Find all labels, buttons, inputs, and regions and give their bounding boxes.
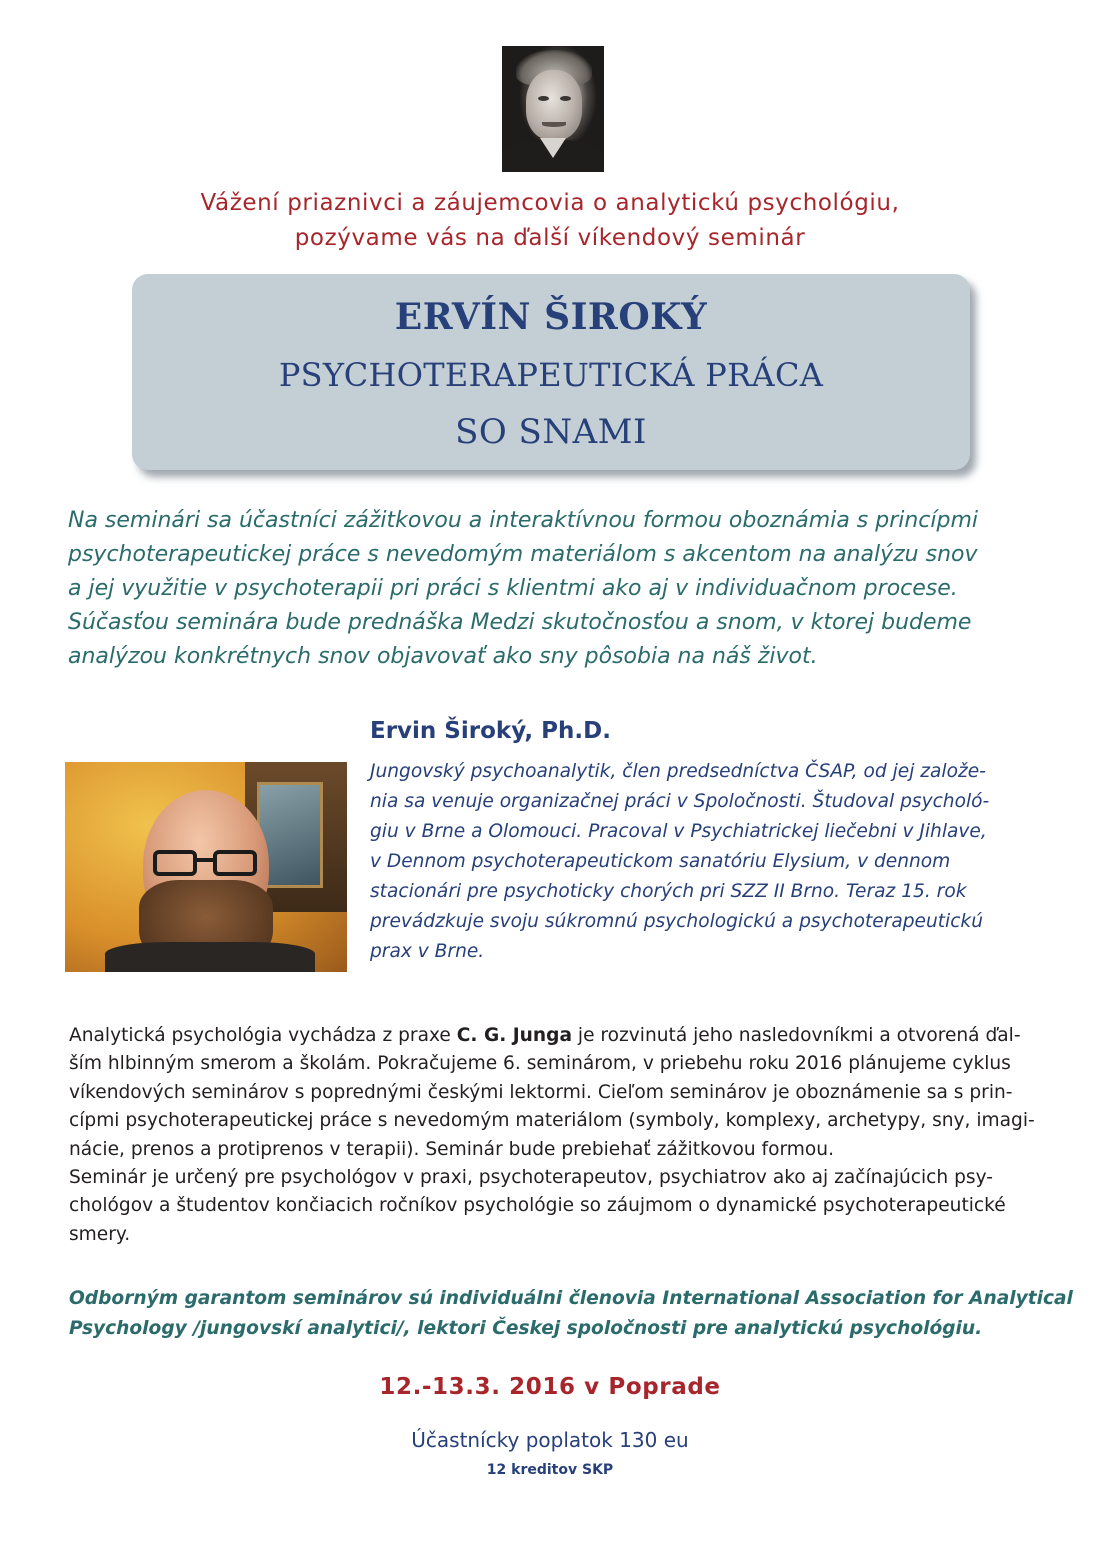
guarantee-paragraph (69, 1284, 1073, 1344)
participation-fee: Účastnícky poplatok 130 eu (411, 1428, 689, 1452)
credits-note: 12 kreditov SKP (486, 1462, 614, 1478)
invitation-line-2: pozývame vás na ďalší víkendový seminár (294, 225, 806, 251)
bio-line: stacionári pre psychoticky chorých pri SZZ II Brno. Teraz 15. rok (370, 881, 967, 902)
description-line: Seminár je určený pre psychológov v praxi, psychoterapeutov, psychiatrov ako aj začínajúcich psy- (69, 1167, 993, 1189)
speaker-photo (65, 762, 347, 972)
description-line: nácie, prenos a protiprenos v terapii). Seminár bude prebiehať zážitkovou formou. (69, 1138, 834, 1160)
description-line: chológov a študentov končiacich ročníkov psychológie so záujmom o dynamické psychoterapeutické (69, 1195, 1006, 1217)
guarantee-line: Psychology /jungovskí analytici/, lektori Českej spoločnosti pre analytickú psychológiu. (69, 1318, 983, 1339)
bio-line: nia sa venuje organizačnej práci v Spoločnosti. Študoval psycholó- (370, 791, 990, 812)
intro-line: a jej využitie v psychoterapii pri práci s klientmi ako aj v individuačnom procese. (68, 576, 958, 601)
event-date-place: 12.-13.3. 2016 v Poprade (379, 1374, 721, 1400)
bio-line: prevádzkuje svoju súkromnú psychologickú a psychoterapeutickú (370, 911, 983, 932)
guarantee-line: Odborným garantom seminárov sú individuálni členovia International Association for Analytical (69, 1288, 1073, 1309)
intro-line: Na seminári sa účastníci zážitkovou a interaktívnou formou oboznámia s princípmi (68, 508, 979, 533)
intro-line: analýzou konkrétnych snov objavovať ako sny pôsobia na náš život. (68, 644, 818, 669)
description-line: Analytická psychológia vychádza z praxe C. G. Junga je rozvinutá jeho nasledovníkmi a otvorená ďal- (69, 1025, 1021, 1046)
description-line: cípmi psychoterapeutickej práce s nevedomým materiálom (symboly, komplexy, archetypy, sny, imagi- (69, 1110, 1035, 1132)
title-banner (132, 274, 970, 470)
description-line: víkendových seminárov s poprednými českými lektormi. Cieľom seminárov je oboznámenie sa s prin- (69, 1081, 1013, 1103)
description-line: ším hlbinným smerom a školám. Pokračujeme 6. seminárom, v priebehu roku 2016 plánujeme cyklus (69, 1053, 1011, 1075)
intro-paragraph (68, 504, 1048, 674)
intro-line: Súčasťou seminára bude prednáška Medzi skutočnosťou a snom, v ktorej budeme (68, 610, 972, 635)
intro-line: psychoterapeutickej práce s nevedomým materiálom s akcentom na analýzu snov (68, 542, 978, 567)
speaker-title: ERVÍN ŠIROKÝ (394, 296, 708, 338)
bio-speaker-name: Ervin Široký, Ph.D. (370, 718, 611, 744)
invitation-line-1: Vážení priaznivci a záujemcovia o analytickú psychológiu, (200, 190, 900, 216)
seminar-title-line-2: SO SNAMI (455, 412, 647, 452)
description-line: smery. (69, 1223, 131, 1245)
bio-paragraph (370, 757, 1010, 967)
jung-name: C. G. Junga (456, 1025, 572, 1046)
seminar-title-line-1: PSYCHOTERAPEUTICKÁ PRÁCA (278, 356, 824, 394)
portrait-photo-jung (502, 46, 604, 172)
description-paragraph (69, 1022, 1037, 1249)
bio-line: prax v Brne. (370, 941, 485, 962)
bio-line: giu v Brne a Olomouci. Pracoval v Psychiatrickej liečebni v Jihlave, (370, 821, 987, 842)
bio-line: Jungovský psychoanalytik, člen predsedníctva ČSAP, od jej založe- (370, 761, 986, 782)
bio-line: v Dennom psychoterapeutickom sanatóriu Elysium, v dennom (370, 851, 951, 872)
